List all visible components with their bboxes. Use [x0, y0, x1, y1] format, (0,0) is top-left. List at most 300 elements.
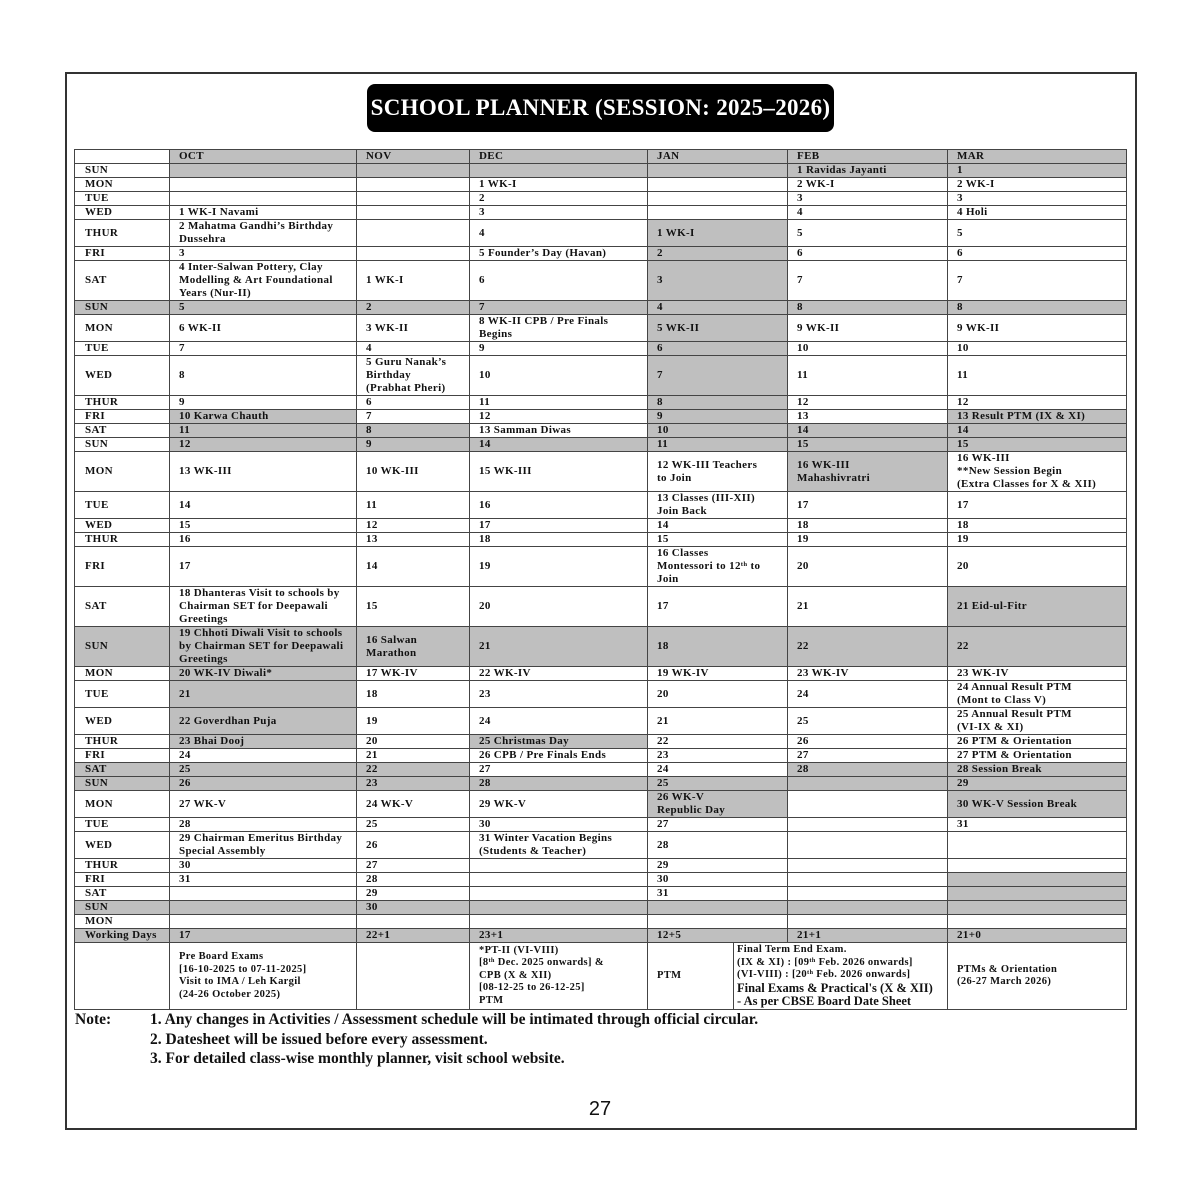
- corner-cell: [75, 150, 170, 164]
- day-cell-jan: 20: [648, 681, 788, 708]
- day-cell-dec: 22 WK-IV: [470, 667, 648, 681]
- day-cell-dec: 10: [470, 356, 648, 396]
- day-cell-jan: 22: [648, 735, 788, 749]
- day-cell-oct: 5: [170, 301, 357, 315]
- day-cell-mar: [948, 901, 1127, 915]
- day-cell-feb: 21+1: [788, 929, 948, 943]
- day-cell-jan: 17: [648, 587, 788, 627]
- day-cell-mar: 17: [948, 492, 1127, 519]
- day-cell-feb: [788, 818, 948, 832]
- day-cell-dec: 6: [470, 261, 648, 301]
- day-cell-mar: 18: [948, 519, 1127, 533]
- day-cell-feb: 1 Ravidas Jayanti: [788, 164, 948, 178]
- table-row: [75, 424, 1127, 438]
- day-cell-mar: 27 PTM & Orientation: [948, 749, 1127, 763]
- day-cell-feb: 23 WK-IV: [788, 667, 948, 681]
- day-label: FRI: [75, 547, 170, 587]
- day-label: TUE: [75, 192, 170, 206]
- day-cell-mar: [948, 887, 1127, 901]
- day-cell-feb: 19: [788, 533, 948, 547]
- day-cell-dec: [470, 901, 648, 915]
- day-cell-mar: 1: [948, 164, 1127, 178]
- day-cell-nov: [357, 247, 470, 261]
- table-row: [75, 438, 1127, 452]
- day-cell-feb: 12: [788, 396, 948, 410]
- day-cell-nov: 2: [357, 301, 470, 315]
- day-cell-feb: 22: [788, 627, 948, 667]
- day-cell-dec: 30: [470, 818, 648, 832]
- planner-table: [74, 149, 1127, 943]
- day-cell-mar: 30 WK-V Session Break: [948, 791, 1127, 818]
- table-row: [75, 791, 1127, 818]
- day-cell-mar: 11: [948, 356, 1127, 396]
- day-cell-nov: 22: [357, 763, 470, 777]
- note-item: 2. Datesheet will be issued before every assessment.: [150, 1030, 488, 1048]
- day-cell-jan: 15: [648, 533, 788, 547]
- day-cell-nov: [357, 178, 470, 192]
- day-cell-mar: [948, 859, 1127, 873]
- day-cell-feb: 8: [788, 301, 948, 315]
- day-cell-oct: 11: [170, 424, 357, 438]
- day-label: FRI: [75, 247, 170, 261]
- day-cell-nov: 13: [357, 533, 470, 547]
- table-row: [75, 261, 1127, 301]
- day-cell-nov: 10 WK-III: [357, 452, 470, 492]
- day-cell-nov: [357, 915, 470, 929]
- table-row: [75, 873, 1127, 887]
- day-cell-nov: [357, 164, 470, 178]
- day-cell-dec: [470, 873, 648, 887]
- day-label: MON: [75, 667, 170, 681]
- day-cell-oct: 19 Chhoti Diwali Visit to schools by Chairman SET for Deepawali Greetings: [170, 627, 357, 667]
- day-cell-jan: 18: [648, 627, 788, 667]
- day-cell-feb: 2 WK-I: [788, 178, 948, 192]
- day-cell-jan: [648, 192, 788, 206]
- day-label: MON: [75, 791, 170, 818]
- day-cell-nov: [357, 192, 470, 206]
- table-row: [75, 452, 1127, 492]
- day-cell-dec: 26 CPB / Pre Finals Ends: [470, 749, 648, 763]
- day-cell-dec: 5 Founder’s Day (Havan): [470, 247, 648, 261]
- day-cell-feb: 14: [788, 424, 948, 438]
- table-row: [75, 777, 1127, 791]
- day-cell-jan: 2: [648, 247, 788, 261]
- day-cell-mar: 16 WK-III **New Session Begin (Extra Classes for X & XII): [948, 452, 1127, 492]
- day-cell-jan: 29: [648, 859, 788, 873]
- day-cell-mar: 20: [948, 547, 1127, 587]
- day-label: THUR: [75, 220, 170, 247]
- table-row: [75, 342, 1127, 356]
- day-cell-mar: 26 PTM & Orientation: [948, 735, 1127, 749]
- planner-summary-row: [74, 942, 1127, 1010]
- day-cell-dec: 11: [470, 396, 648, 410]
- table-row: [75, 832, 1127, 859]
- day-cell-jan: 7: [648, 356, 788, 396]
- day-cell-dec: 28: [470, 777, 648, 791]
- day-cell-nov: 6: [357, 396, 470, 410]
- day-cell-oct: 8: [170, 356, 357, 396]
- day-cell-oct: 17: [170, 929, 357, 943]
- day-cell-mar: 8: [948, 301, 1127, 315]
- day-cell-dec: [470, 887, 648, 901]
- day-label: TUE: [75, 342, 170, 356]
- day-cell-dec: 12: [470, 410, 648, 424]
- day-cell-nov: 25: [357, 818, 470, 832]
- table-row: [75, 220, 1127, 247]
- day-cell-dec: 23+1: [470, 929, 648, 943]
- day-cell-feb: 26: [788, 735, 948, 749]
- day-cell-mar: 9 WK-II: [948, 315, 1127, 342]
- day-label: SAT: [75, 887, 170, 901]
- day-cell-nov: 3 WK-II: [357, 315, 470, 342]
- table-row: [75, 667, 1127, 681]
- day-cell-mar: 6: [948, 247, 1127, 261]
- day-cell-oct: 17: [170, 547, 357, 587]
- day-cell-mar: 14: [948, 424, 1127, 438]
- month-header-oct: OCT: [170, 150, 357, 164]
- day-cell-jan: 30: [648, 873, 788, 887]
- table-row: [75, 301, 1127, 315]
- day-cell-mar: 10: [948, 342, 1127, 356]
- day-cell-dec: 13 Samman Diwas: [470, 424, 648, 438]
- day-label: FRI: [75, 873, 170, 887]
- day-cell-jan: 4: [648, 301, 788, 315]
- day-cell-feb: 6: [788, 247, 948, 261]
- day-cell-jan: [648, 915, 788, 929]
- day-cell-mar: 19: [948, 533, 1127, 547]
- day-cell-oct: 21: [170, 681, 357, 708]
- day-label: THUR: [75, 735, 170, 749]
- day-cell-mar: 5: [948, 220, 1127, 247]
- day-cell-feb: 27: [788, 749, 948, 763]
- month-header-jan: JAN: [648, 150, 788, 164]
- day-cell-dec: 21: [470, 627, 648, 667]
- day-label: WED: [75, 832, 170, 859]
- day-cell-mar: 21+0: [948, 929, 1127, 943]
- day-cell-nov: 7: [357, 410, 470, 424]
- day-cell-feb: 28: [788, 763, 948, 777]
- day-cell-oct: 28: [170, 818, 357, 832]
- day-cell-oct: 7: [170, 342, 357, 356]
- day-cell-nov: [357, 220, 470, 247]
- day-cell-jan: 14: [648, 519, 788, 533]
- table-row: [75, 859, 1127, 873]
- day-cell-feb: [788, 777, 948, 791]
- day-cell-jan: 23: [648, 749, 788, 763]
- day-cell-feb: 17: [788, 492, 948, 519]
- day-cell-jan: [648, 178, 788, 192]
- day-cell-nov: 21: [357, 749, 470, 763]
- table-row: [75, 519, 1127, 533]
- day-cell-nov: 15: [357, 587, 470, 627]
- table-row: [75, 547, 1127, 587]
- day-cell-nov: 19: [357, 708, 470, 735]
- day-cell-nov: 12: [357, 519, 470, 533]
- day-cell-jan: 12 WK-III Teachers to Join: [648, 452, 788, 492]
- day-cell-dec: 1 WK-I: [470, 178, 648, 192]
- month-header-dec: DEC: [470, 150, 648, 164]
- day-label: WED: [75, 708, 170, 735]
- day-cell-jan: 5 WK-II: [648, 315, 788, 342]
- day-label: THUR: [75, 859, 170, 873]
- day-cell-mar: 13 Result PTM (IX & XI): [948, 410, 1127, 424]
- day-label: FRI: [75, 749, 170, 763]
- day-cell-jan: [648, 206, 788, 220]
- day-cell-oct: 3: [170, 247, 357, 261]
- day-cell-oct: [170, 192, 357, 206]
- table-row: [75, 708, 1127, 735]
- day-cell-feb: [788, 859, 948, 873]
- day-label: SUN: [75, 627, 170, 667]
- day-label: WED: [75, 356, 170, 396]
- day-label: FRI: [75, 410, 170, 424]
- day-cell-dec: 15 WK-III: [470, 452, 648, 492]
- table-row: [75, 315, 1127, 342]
- day-cell-jan: 12+5: [648, 929, 788, 943]
- day-cell-oct: 20 WK-IV Diwali*: [170, 667, 357, 681]
- day-cell-dec: 9: [470, 342, 648, 356]
- table-row: [75, 356, 1127, 396]
- day-cell-oct: 22 Goverdhan Puja: [170, 708, 357, 735]
- day-cell-nov: 14: [357, 547, 470, 587]
- day-cell-nov: 8: [357, 424, 470, 438]
- day-cell-feb: [788, 791, 948, 818]
- day-cell-oct: 12: [170, 438, 357, 452]
- summary-label-cell: [75, 943, 170, 1010]
- day-cell-feb: 3: [788, 192, 948, 206]
- day-cell-dec: 23: [470, 681, 648, 708]
- day-cell-nov: 20: [357, 735, 470, 749]
- day-cell-oct: 4 Inter-Salwan Pottery, Clay Modelling & Art Foundational Years (Nur-II): [170, 261, 357, 301]
- day-cell-nov: 1 WK-I: [357, 261, 470, 301]
- day-label: TUE: [75, 492, 170, 519]
- day-cell-mar: 28 Session Break: [948, 763, 1127, 777]
- day-cell-feb: 5: [788, 220, 948, 247]
- day-cell-dec: 16: [470, 492, 648, 519]
- day-cell-jan: 13 Classes (III-XII) Join Back: [648, 492, 788, 519]
- day-cell-jan: 3: [648, 261, 788, 301]
- day-cell-dec: 17: [470, 519, 648, 533]
- day-cell-nov: 9: [357, 438, 470, 452]
- table-row: [75, 410, 1127, 424]
- day-label: SUN: [75, 438, 170, 452]
- day-cell-mar: [948, 873, 1127, 887]
- day-cell-dec: 18: [470, 533, 648, 547]
- day-cell-jan: 21: [648, 708, 788, 735]
- day-cell-feb: [788, 915, 948, 929]
- day-cell-feb: 11: [788, 356, 948, 396]
- day-cell-mar: 15: [948, 438, 1127, 452]
- table-row: [75, 533, 1127, 547]
- day-cell-oct: 1 WK-I Navami: [170, 206, 357, 220]
- day-label: SAT: [75, 587, 170, 627]
- table-row: [75, 247, 1127, 261]
- day-cell-nov: 4: [357, 342, 470, 356]
- day-label: MON: [75, 178, 170, 192]
- table-row: [75, 915, 1127, 929]
- day-cell-oct: 10 Karwa Chauth: [170, 410, 357, 424]
- day-cell-mar: 29: [948, 777, 1127, 791]
- day-cell-dec: 27: [470, 763, 648, 777]
- month-header-mar: MAR: [948, 150, 1127, 164]
- day-cell-oct: 16: [170, 533, 357, 547]
- day-cell-nov: 11: [357, 492, 470, 519]
- day-cell-oct: 30: [170, 859, 357, 873]
- day-cell-feb: 13: [788, 410, 948, 424]
- day-cell-mar: 12: [948, 396, 1127, 410]
- day-cell-nov: 27: [357, 859, 470, 873]
- day-cell-nov: 26: [357, 832, 470, 859]
- day-cell-jan: [648, 901, 788, 915]
- day-cell-oct: [170, 887, 357, 901]
- day-cell-mar: 25 Annual Result PTM (VI-IX & XI): [948, 708, 1127, 735]
- table-row: [75, 587, 1127, 627]
- day-cell-feb: 18: [788, 519, 948, 533]
- day-cell-mar: 21 Eid-ul-Fitr: [948, 587, 1127, 627]
- day-cell-jan: 11: [648, 438, 788, 452]
- table-row: [75, 887, 1127, 901]
- day-cell-dec: 20: [470, 587, 648, 627]
- day-cell-mar: 2 WK-I: [948, 178, 1127, 192]
- day-cell-jan: 28: [648, 832, 788, 859]
- summary-mar: PTMs & Orientation (26-27 March 2026): [948, 943, 1127, 1010]
- month-header-feb: FEB: [788, 150, 948, 164]
- day-cell-jan: 16 Classes Montessori to 12ᵗʰ to Join: [648, 547, 788, 587]
- day-cell-dec: 14: [470, 438, 648, 452]
- table-row: [75, 206, 1127, 220]
- day-cell-feb: 20: [788, 547, 948, 587]
- table-row: [75, 492, 1127, 519]
- day-cell-jan: 9: [648, 410, 788, 424]
- day-cell-oct: 14: [170, 492, 357, 519]
- day-label: SUN: [75, 164, 170, 178]
- day-cell-nov: 17 WK-IV: [357, 667, 470, 681]
- day-cell-nov: 28: [357, 873, 470, 887]
- day-cell-dec: [470, 859, 648, 873]
- day-cell-jan: 25: [648, 777, 788, 791]
- day-cell-jan: 6: [648, 342, 788, 356]
- page-title: SCHOOL PLANNER (SESSION: 2025–2026): [367, 84, 834, 132]
- day-label: THUR: [75, 533, 170, 547]
- day-cell-oct: 31: [170, 873, 357, 887]
- day-cell-dec: 19: [470, 547, 648, 587]
- table-row: [75, 749, 1127, 763]
- month-header-nov: NOV: [357, 150, 470, 164]
- day-cell-dec: 31 Winter Vacation Begins (Students & Teacher): [470, 832, 648, 859]
- day-cell-mar: 24 Annual Result PTM (Mont to Class V): [948, 681, 1127, 708]
- day-cell-feb: [788, 901, 948, 915]
- day-cell-jan: 8: [648, 396, 788, 410]
- day-cell-nov: 29: [357, 887, 470, 901]
- day-cell-jan: 19 WK-IV: [648, 667, 788, 681]
- table-row: [75, 396, 1127, 410]
- day-cell-mar: 4 Holi: [948, 206, 1127, 220]
- table-row: [75, 681, 1127, 708]
- table-row: [75, 901, 1127, 915]
- day-label: MON: [75, 315, 170, 342]
- day-cell-mar: [948, 832, 1127, 859]
- table-row: [75, 192, 1127, 206]
- day-cell-jan: [648, 164, 788, 178]
- summary-jan: PTM: [648, 943, 734, 1010]
- day-cell-dec: [470, 164, 648, 178]
- day-cell-nov: 23: [357, 777, 470, 791]
- day-label: SAT: [75, 424, 170, 438]
- day-cell-nov: [357, 206, 470, 220]
- day-cell-feb: 15: [788, 438, 948, 452]
- day-cell-oct: 25: [170, 763, 357, 777]
- day-label: Working Days: [75, 929, 170, 943]
- day-label: WED: [75, 206, 170, 220]
- day-label: SUN: [75, 777, 170, 791]
- day-cell-mar: [948, 915, 1127, 929]
- day-cell-feb: [788, 887, 948, 901]
- day-label: SAT: [75, 763, 170, 777]
- day-cell-feb: 10: [788, 342, 948, 356]
- day-cell-oct: [170, 178, 357, 192]
- day-cell-oct: 29 Chairman Emeritus Birthday Special Assembly: [170, 832, 357, 859]
- day-cell-feb: 21: [788, 587, 948, 627]
- day-cell-jan: 10: [648, 424, 788, 438]
- day-cell-feb: 25: [788, 708, 948, 735]
- day-label: SAT: [75, 261, 170, 301]
- day-cell-dec: 7: [470, 301, 648, 315]
- day-cell-mar: 31: [948, 818, 1127, 832]
- day-cell-feb: 7: [788, 261, 948, 301]
- day-cell-feb: 24: [788, 681, 948, 708]
- day-cell-oct: 2 Mahatma Gandhi’s Birthday Dussehra: [170, 220, 357, 247]
- day-cell-nov: 24 WK-V: [357, 791, 470, 818]
- day-cell-oct: 27 WK-V: [170, 791, 357, 818]
- day-label: MON: [75, 452, 170, 492]
- day-cell-dec: 24: [470, 708, 648, 735]
- day-cell-feb: [788, 873, 948, 887]
- table-row: [75, 818, 1127, 832]
- day-label: TUE: [75, 818, 170, 832]
- day-cell-nov: 5 Guru Nanak’s Birthday (Prabhat Pheri): [357, 356, 470, 396]
- summary-oct: Pre Board Exams [16-10-2025 to 07-11-2025] Visit to IMA / Leh Kargil (24-26 October 2025): [170, 943, 357, 1010]
- day-cell-feb: 9 WK-II: [788, 315, 948, 342]
- table-row: [75, 763, 1127, 777]
- day-cell-oct: [170, 915, 357, 929]
- summary-dec: *PT-II (VI-VIII) [8ᵗʰ Dec. 2025 onwards] & CPB (X & XII) [08-12-25 to 26-12-25] PTM: [470, 943, 648, 1010]
- day-cell-dec: 4: [470, 220, 648, 247]
- day-cell-nov: 18: [357, 681, 470, 708]
- day-cell-mar: 23 WK-IV: [948, 667, 1127, 681]
- day-cell-oct: 24: [170, 749, 357, 763]
- table-row: [75, 178, 1127, 192]
- day-cell-oct: 18 Dhanteras Visit to schools by Chairman SET for Deepawali Greetings: [170, 587, 357, 627]
- day-cell-mar: 3: [948, 192, 1127, 206]
- day-cell-feb: [788, 832, 948, 859]
- day-cell-oct: 23 Bhai Dooj: [170, 735, 357, 749]
- day-cell-dec: 29 WK-V: [470, 791, 648, 818]
- note-item: 1. Any changes in Activities / Assessment schedule will be intimated through official circular.: [150, 1011, 759, 1028]
- summary-feb: [734, 943, 948, 1010]
- day-cell-mar: 7: [948, 261, 1127, 301]
- day-cell-oct: 6 WK-II: [170, 315, 357, 342]
- table-row: [75, 164, 1127, 178]
- day-cell-dec: 3: [470, 206, 648, 220]
- day-cell-dec: [470, 915, 648, 929]
- table-row: [75, 735, 1127, 749]
- day-cell-jan: 24: [648, 763, 788, 777]
- day-cell-dec: 2: [470, 192, 648, 206]
- day-label: WED: [75, 519, 170, 533]
- page-number: 27: [588, 1098, 612, 1120]
- day-cell-nov: 22+1: [357, 929, 470, 943]
- notes-label: Note:: [75, 1011, 112, 1028]
